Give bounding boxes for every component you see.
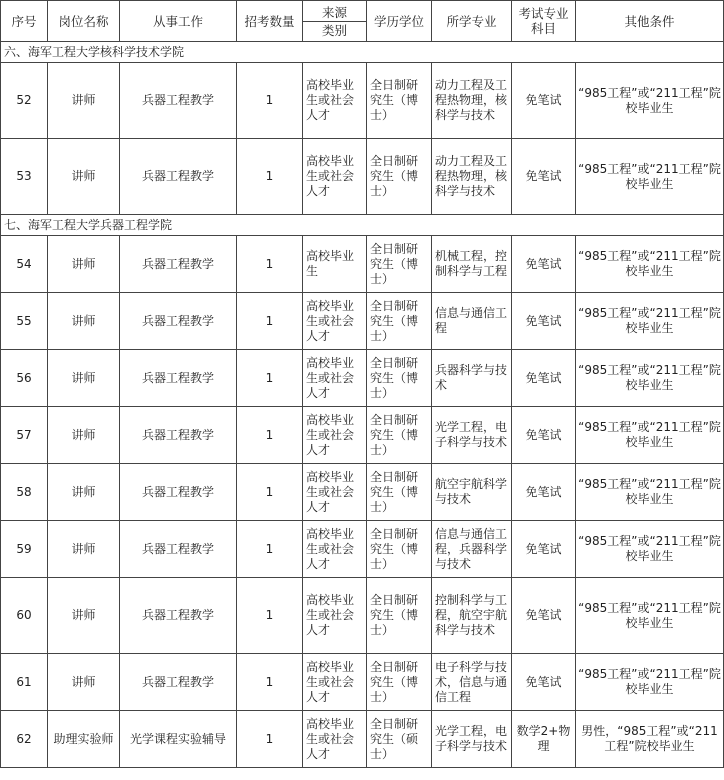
cell-work: 兵器工程教学 (120, 293, 237, 350)
cell-work: 兵器工程教学 (120, 407, 237, 464)
cell-position: 讲师 (48, 63, 120, 139)
cell-count: 1 (237, 521, 303, 578)
cell-major: 光学工程，电子科学与技术 (432, 407, 512, 464)
cell-seq: 58 (1, 464, 48, 521)
cell-seq: 59 (1, 521, 48, 578)
cell-count: 1 (237, 63, 303, 139)
cell-seq: 57 (1, 407, 48, 464)
cell-work: 光学课程实验辅导 (120, 711, 237, 768)
cell-exam: 免笔试 (512, 521, 576, 578)
cell-degree: 全日制研究生（博士） (367, 521, 432, 578)
table-row (1, 63, 724, 139)
cell-major: 动力工程及工程热物理，核科学与技术 (432, 63, 512, 139)
cell-count: 1 (237, 293, 303, 350)
section-row (1, 215, 724, 236)
cell-degree: 全日制研究生（博士） (367, 578, 432, 654)
cell-other: “985工程”或“211工程”院校毕业生 (576, 578, 724, 654)
table-row (1, 139, 724, 215)
cell-source: 高校毕业生或社会人才 (303, 711, 367, 768)
cell-position: 讲师 (48, 350, 120, 407)
cell-degree: 全日制研究生（博士） (367, 63, 432, 139)
cell-seq: 56 (1, 350, 48, 407)
cell-major: 控制科学与工程，航空宇航科学与技术 (432, 578, 512, 654)
cell-degree: 全日制研究生（博士） (367, 464, 432, 521)
cell-source: 高校毕业生或社会人才 (303, 578, 367, 654)
cell-seq: 52 (1, 63, 48, 139)
cell-seq: 62 (1, 711, 48, 768)
header-count: 招考数量 (237, 1, 303, 42)
cell-position: 讲师 (48, 139, 120, 215)
cell-major: 信息与通信工程 (432, 293, 512, 350)
cell-exam: 免笔试 (512, 350, 576, 407)
cell-major: 电子科学与技术，信息与通信工程 (432, 654, 512, 711)
cell-count: 1 (237, 578, 303, 654)
cell-exam: 免笔试 (512, 63, 576, 139)
cell-exam: 免笔试 (512, 139, 576, 215)
cell-degree: 全日制研究生（博士） (367, 350, 432, 407)
cell-degree: 全日制研究生（博士） (367, 236, 432, 293)
cell-exam: 数学2+物理 (512, 711, 576, 768)
cell-exam: 免笔试 (512, 578, 576, 654)
cell-count: 1 (237, 464, 303, 521)
cell-count: 1 (237, 350, 303, 407)
table-row (1, 711, 724, 768)
cell-work: 兵器工程教学 (120, 464, 237, 521)
cell-other: “985工程”或“211工程”院校毕业生 (576, 654, 724, 711)
cell-source: 高校毕业生 (303, 236, 367, 293)
cell-work: 兵器工程教学 (120, 139, 237, 215)
cell-source: 高校毕业生或社会人才 (303, 654, 367, 711)
cell-degree: 全日制研究生（博士） (367, 293, 432, 350)
header-source-bottom: 类别 (303, 21, 366, 38)
cell-seq: 61 (1, 654, 48, 711)
table-row (1, 350, 724, 407)
section-row (1, 42, 724, 63)
cell-exam: 免笔试 (512, 407, 576, 464)
cell-other: “985工程”或“211工程”院校毕业生 (576, 407, 724, 464)
cell-exam: 免笔试 (512, 236, 576, 293)
cell-position: 讲师 (48, 236, 120, 293)
cell-exam: 免笔试 (512, 293, 576, 350)
cell-other: “985工程”或“211工程”院校毕业生 (576, 236, 724, 293)
table-row (1, 407, 724, 464)
cell-major: 兵器科学与技术 (432, 350, 512, 407)
cell-work: 兵器工程教学 (120, 654, 237, 711)
cell-other: “985工程”或“211工程”院校毕业生 (576, 521, 724, 578)
cell-count: 1 (237, 407, 303, 464)
cell-position: 讲师 (48, 407, 120, 464)
cell-count: 1 (237, 236, 303, 293)
cell-other: “985工程”或“211工程”院校毕业生 (576, 63, 724, 139)
cell-exam: 免笔试 (512, 654, 576, 711)
section-title: 七、海军工程大学兵器工程学院 (1, 215, 724, 236)
cell-other: “985工程”或“211工程”院校毕业生 (576, 464, 724, 521)
cell-source: 高校毕业生或社会人才 (303, 407, 367, 464)
table-row (1, 464, 724, 521)
cell-work: 兵器工程教学 (120, 350, 237, 407)
header-exam: 考试专业科目 (512, 1, 576, 42)
cell-position: 讲师 (48, 293, 120, 350)
cell-work: 兵器工程教学 (120, 236, 237, 293)
cell-major: 机械工程，控制科学与工程 (432, 236, 512, 293)
cell-position: 讲师 (48, 578, 120, 654)
header-source (303, 1, 367, 42)
header-seq: 序号 (1, 1, 48, 42)
cell-major: 信息与通信工程，兵器科学与技术 (432, 521, 512, 578)
cell-degree: 全日制研究生（博士） (367, 139, 432, 215)
table-row (1, 236, 724, 293)
table-row (1, 578, 724, 654)
cell-other: 男性，“985工程”或“211工程”院校毕业生 (576, 711, 724, 768)
cell-work: 兵器工程教学 (120, 578, 237, 654)
cell-degree: 全日制研究生（博士） (367, 654, 432, 711)
table-row (1, 654, 724, 711)
cell-source: 高校毕业生或社会人才 (303, 63, 367, 139)
cell-other: “985工程”或“211工程”院校毕业生 (576, 350, 724, 407)
cell-position: 讲师 (48, 521, 120, 578)
table-header (1, 1, 724, 42)
cell-major: 光学工程，电子科学与技术 (432, 711, 512, 768)
header-degree: 学历学位 (367, 1, 432, 42)
cell-exam: 免笔试 (512, 464, 576, 521)
cell-source: 高校毕业生或社会人才 (303, 293, 367, 350)
cell-position: 讲师 (48, 464, 120, 521)
table-body (1, 42, 724, 768)
cell-position: 助理实验师 (48, 711, 120, 768)
header-major: 所学专业 (432, 1, 512, 42)
cell-work: 兵器工程教学 (120, 63, 237, 139)
cell-other: “985工程”或“211工程”院校毕业生 (576, 139, 724, 215)
cell-work: 兵器工程教学 (120, 521, 237, 578)
cell-count: 1 (237, 139, 303, 215)
cell-count: 1 (237, 654, 303, 711)
header-source-top: 来源 (321, 4, 347, 20)
cell-position: 讲师 (48, 654, 120, 711)
cell-count: 1 (237, 711, 303, 768)
cell-seq: 55 (1, 293, 48, 350)
cell-seq: 60 (1, 578, 48, 654)
cell-major: 航空宇航科学与技术 (432, 464, 512, 521)
header-position: 岗位名称 (48, 1, 120, 42)
cell-source: 高校毕业生或社会人才 (303, 139, 367, 215)
section-title: 六、海军工程大学核科学技术学院 (1, 42, 724, 63)
cell-source: 高校毕业生或社会人才 (303, 464, 367, 521)
cell-source: 高校毕业生或社会人才 (303, 521, 367, 578)
table-row (1, 293, 724, 350)
cell-source: 高校毕业生或社会人才 (303, 350, 367, 407)
cell-other: “985工程”或“211工程”院校毕业生 (576, 293, 724, 350)
cell-major: 动力工程及工程热物理，核科学与技术 (432, 139, 512, 215)
header-other: 其他条件 (576, 1, 724, 42)
cell-seq: 53 (1, 139, 48, 215)
header-work: 从事工作 (120, 1, 237, 42)
cell-degree: 全日制研究生（博士） (367, 407, 432, 464)
cell-seq: 54 (1, 236, 48, 293)
table-row (1, 521, 724, 578)
cell-degree: 全日制研究生（硕士） (367, 711, 432, 768)
